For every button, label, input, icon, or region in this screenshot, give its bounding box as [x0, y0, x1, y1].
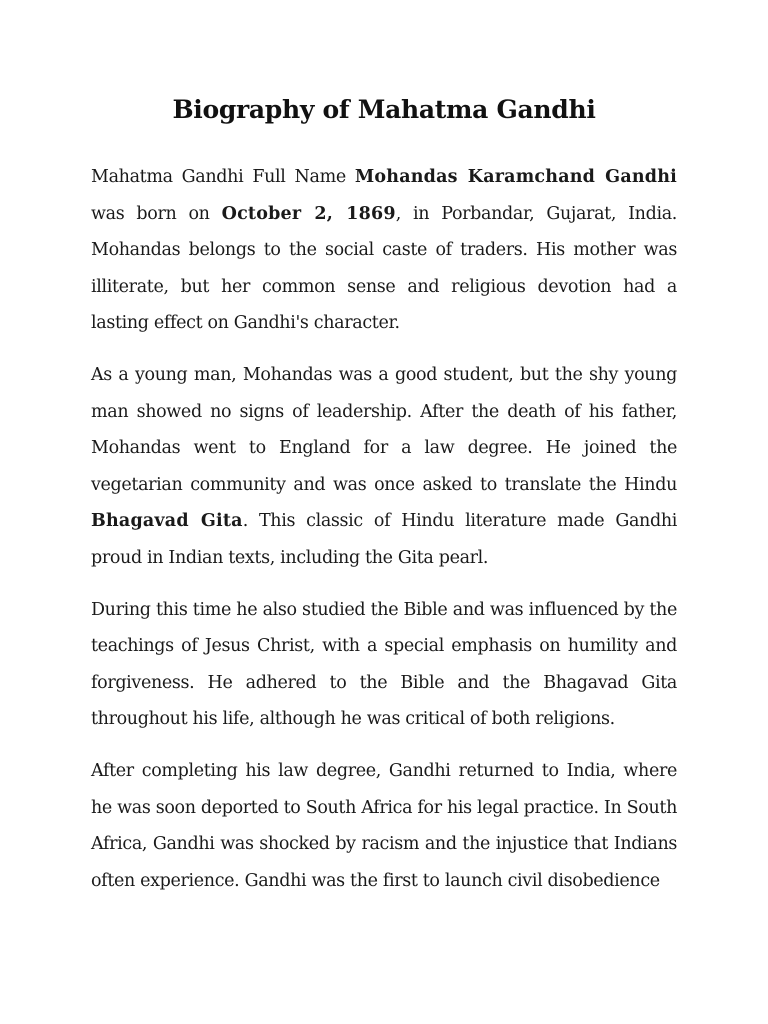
paragraph-text: Mahatma Gandhi Full Name [91, 167, 355, 187]
birth-date-bold: October 2, 1869 [221, 203, 396, 224]
paragraph-text: As a young man, Mohandas was a good student, but the shy young man showed no signs of leadership. After the death of his father, Mohandas went to England for a law degree. He joined the vegetarian community and was once asked to translate the Hindu [91, 364, 677, 495]
full-name-bold: Mohandas Karamchand Gandhi [354, 167, 677, 187]
bhagavad-gita-bold: Bhagavad Gita [91, 511, 243, 532]
paragraph-text: was born on [91, 203, 222, 224]
paragraph-young-man [91, 357, 677, 577]
paragraph-south-africa: After completing his law degree, Gandhi returned to India, where he was soon deported to South Africa for his legal practice. In South Africa, Gandhi was shocked by racism and the injustice that Indians often experience. Gandhi was the first to launch civil disobedience [91, 760, 677, 891]
document-body [91, 159, 677, 914]
document-title: Biography of Mahatma Gandhi [172, 95, 596, 124]
paragraph-text: , in Porbandar, Gujarat, India. Mohandas belongs to the social caste of traders. His mother was illiterate, but her common sense and religious devotion had a lasting effect on Gandhi's character. [91, 203, 677, 334]
paragraph-text: . This classic of Hindu literature made Gandhi proud in Indian texts, including the Gita pearl. [91, 511, 677, 568]
paragraph-bible-influence: During this time he also studied the Bible and was influenced by the teachings of Jesus Christ, with a special emphasis on humility and forgiveness. He adhered to the Bible and the Bhagavad Gita throughout his life, although he was critical of both religions. [91, 599, 677, 730]
paragraph-early-life [91, 159, 677, 342]
